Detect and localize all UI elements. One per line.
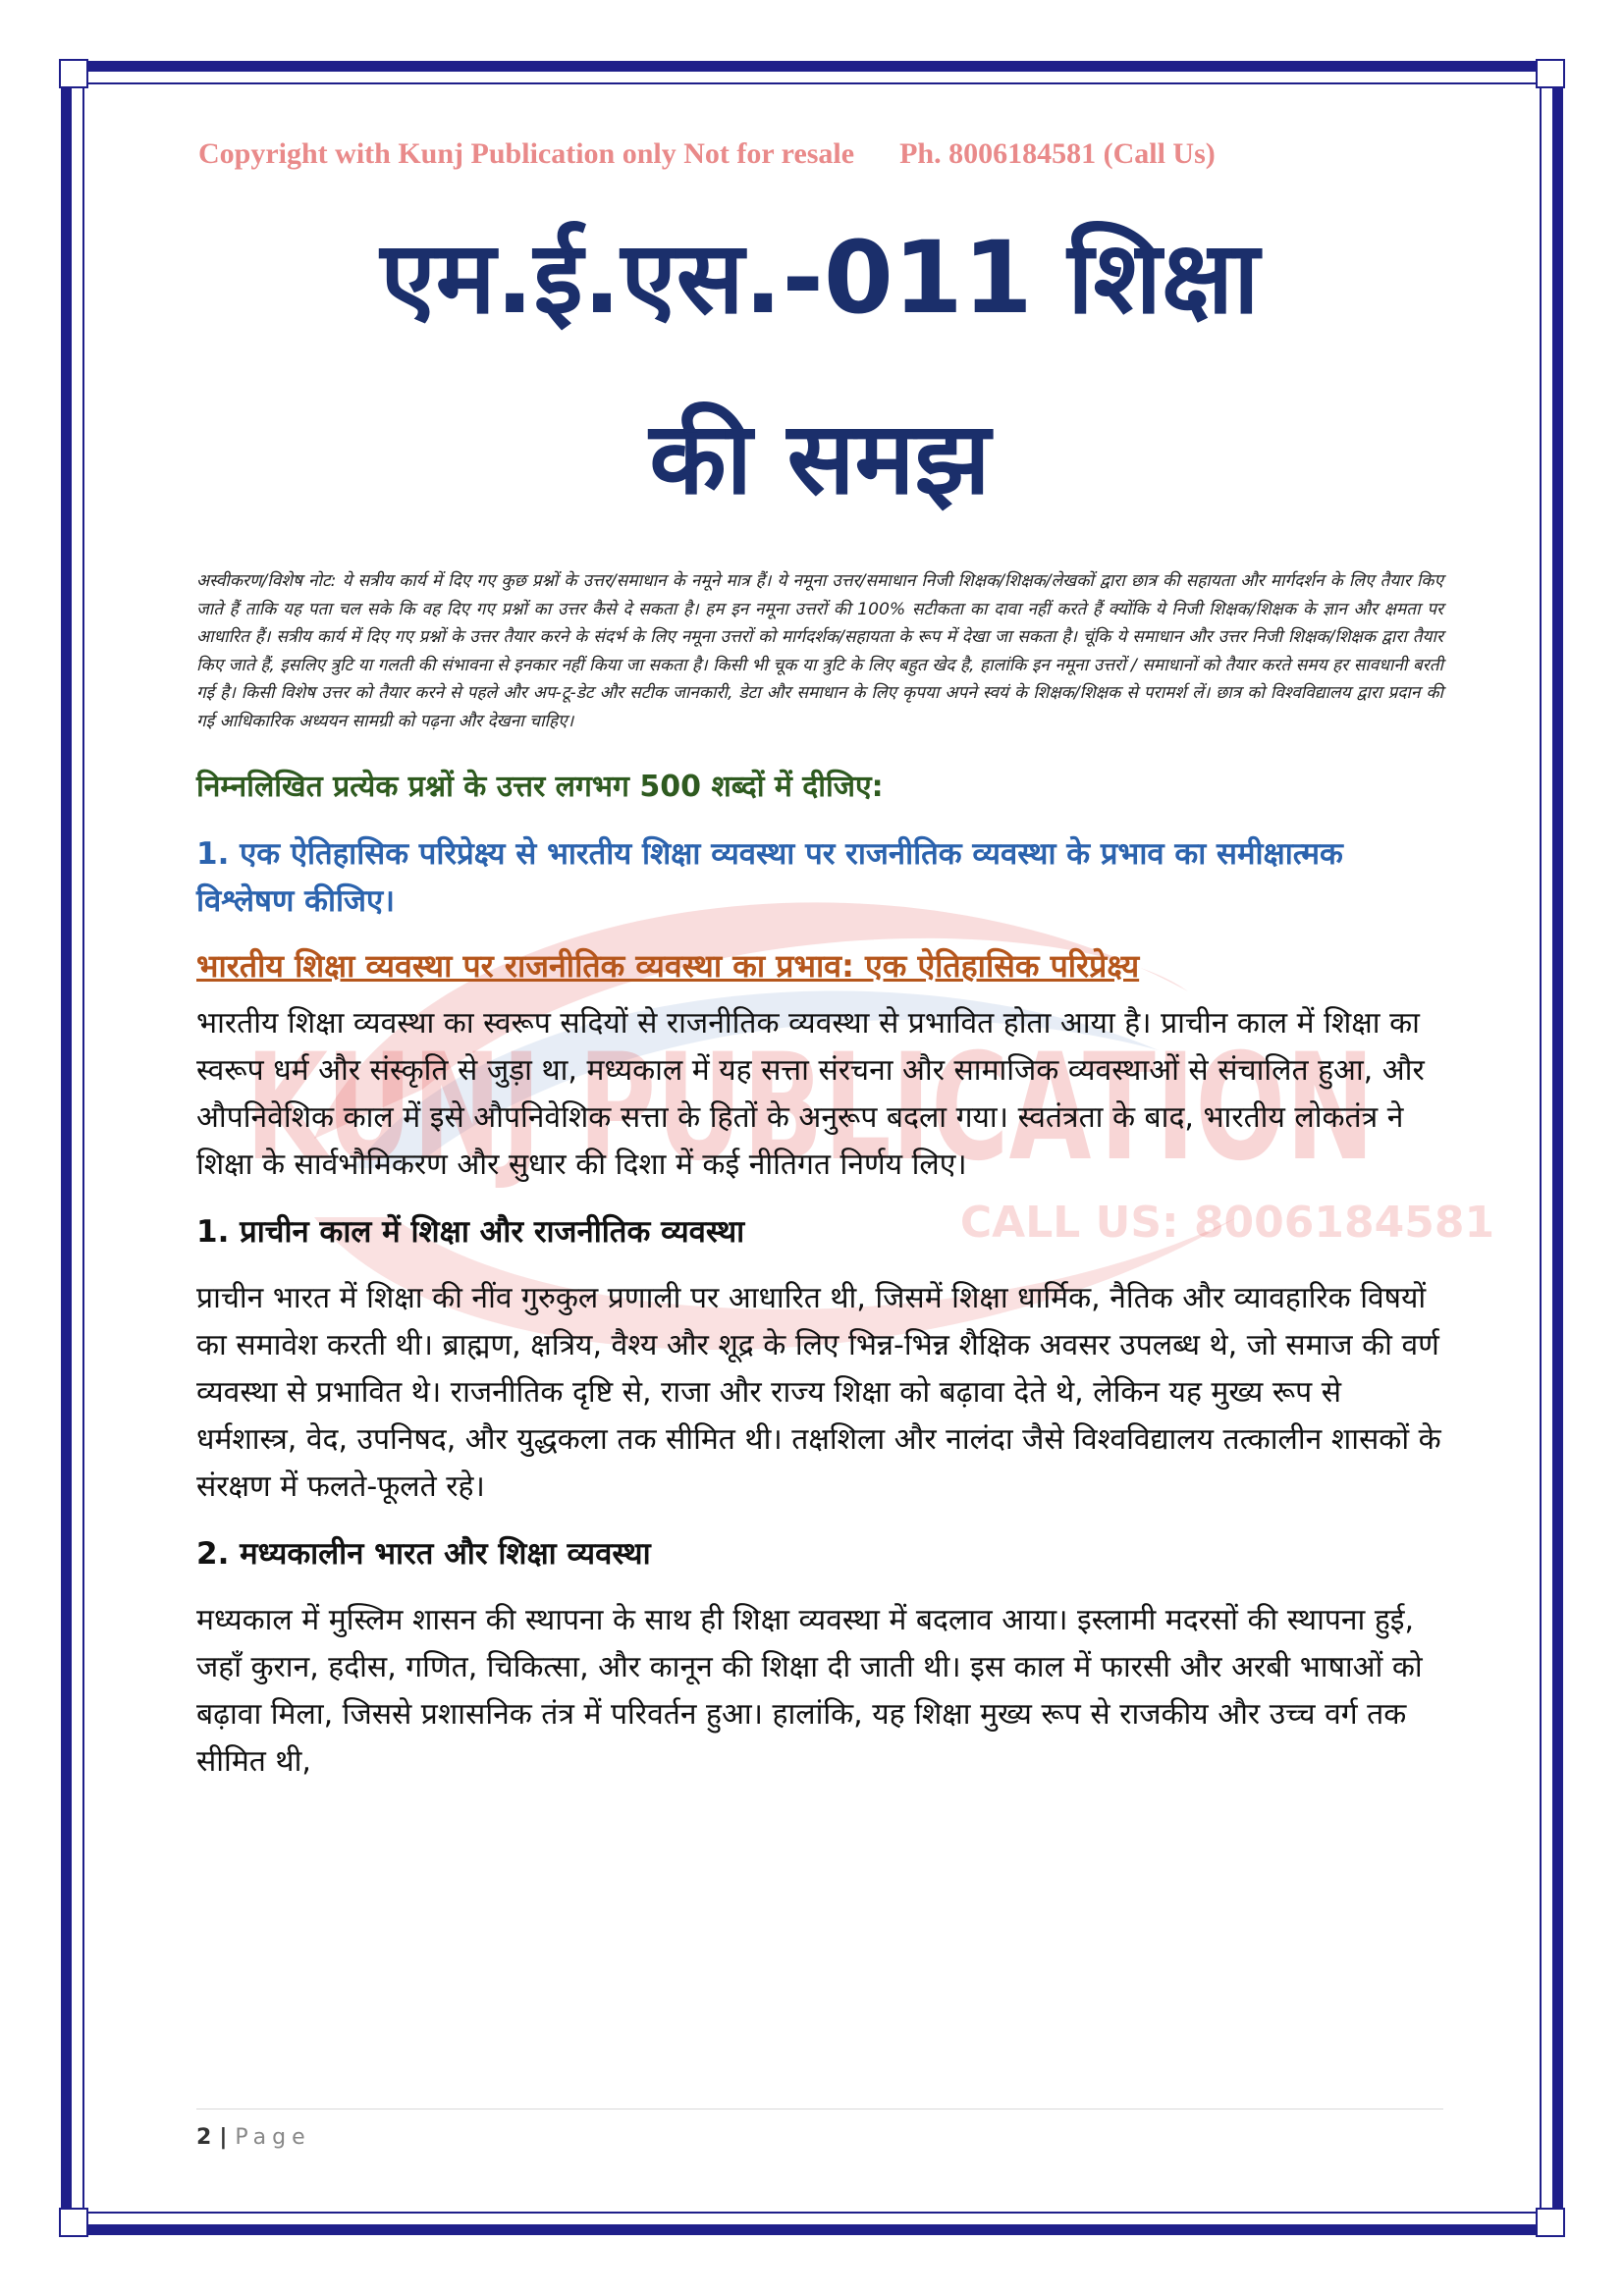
title-line-2: की समझ [649, 400, 991, 517]
section-medieval [196, 1532, 1443, 1786]
page-title [196, 188, 1443, 550]
section-heading: 2. मध्यकालीन भारत और शिक्षा व्यवस्था [196, 1536, 651, 1572]
border-corner-bottom-right [1536, 2208, 1565, 2237]
section-ancient [196, 1210, 1443, 1511]
intro-paragraph: भारतीय शिक्षा व्यवस्था का स्वरूप सदियों से राजनीतिक व्यवस्था से प्रभावित होता आया है। प्राचीन काल में शिक्षा का स्वरूप धर्म और संस्कृति से जुड़ा था, मध्यकाल में यह सत्ता संरचना और सामाजिक व्यवस्थाओं से संचालित हुआ, और औपनिवेशिक काल में इसे औपनिवेशिक सत्ता के हितों के अनुरूप बदला गया। स्वतंत्रता के बाद, भारतीय लोकतंत्र ने शिक्षा के सार्वभौमिकरण और सुधार की दिशा में कई नीतिगत निर्णय लिए। [196, 1006, 1425, 1182]
section-paragraph: मध्यकाल में मुस्लिम शासन की स्थापना के साथ ही शिक्षा व्यवस्था में बदलाव आया। इस्लामी मदरसों की स्थापना हुई, जहाँ कुरान, हदीस, गणित, चिकित्सा, और कानून की शिक्षा दी जाती थी। इस काल में फारसी और अरबी भाषाओं को बढ़ावा मिला, जिससे प्रशासनिक तंत्र में परिवर्तन हुआ। हालांकि, यह शिक्षा मुख्य रूप से राजकीय और उच्च वर्ग तक सीमित थी, [196, 1603, 1423, 1779]
copyright-header [198, 137, 1443, 171]
disclaimer-note: अस्वीकरण/विशेष नोट: ये सत्रीय कार्य में दिए गए कुछ प्रश्नों के उत्तर/समाधान के नमूने मात्र हैं। ये नमूना उत्तर/समाधान निजी शिक्षक/शिक्षक/लेखकों द्वारा छात्र की सहायता और मार्गदर्शन के लिए तैयार किए जाते हैं ताकि यह पता चल सके कि वह दिए गए प्रश्नों का उत्तर कैसे दे सकता है। हम इन नमूना उत्तरों की 100% सटीकता का दावा नहीं करते हैं क्योंकि ये निजी शिक्षक/शिक्षक के ज्ञान और क्षमता पर आधारित हैं। सत्रीय कार्य में दिए गए प्रश्नों के उत्तर तैयार करने के संदर्भ के लिए नमूना उत्तरों को मार्गदर्शक/सहायता के रूप में देखा जा सकता है। चूंकि ये समाधान और उत्तर निजी शिक्षक/शिक्षक द्वारा तैयार किए जाते हैं, इसलिए त्रुटि या गलती की संभावना से इनकार नहीं किया जा सकता है। किसी भी चूक या त्रुटि के लिए बहुत खेद है, हालांकि इन नमूना उत्तरों / समाधानों को तैयार करते समय हर सावधानी बरती गई है। किसी विशेष उत्तर को तैयार करने से पहले और अप-टू-डेट और सटीक जानकारी, डेटा और समाधान के लिए कृपया अपने स्वयं के शिक्षक/शिक्षक से परामर्श लें। छात्र को विश्वविद्यालय द्वारा प्रदान की गई आधिकारिक अध्ययन सामग्री को पढ़ना और देखना चाहिए। [196, 571, 1443, 731]
question-1: 1. एक ऐतिहासिक परिप्रेक्ष्य से भारतीय शिक्षा व्यवस्था पर राजनीतिक व्यवस्था के प्रभाव का समीक्षात्मक विश्लेषण कीजिए। [196, 836, 1343, 919]
page-number: 2 [196, 2125, 212, 2150]
section-paragraph: प्राचीन भारत में शिक्षा की नींव गुरुकुल प्रणाली पर आधारित थी, जिसमें शिक्षा धार्मिक, नैतिक और व्यावहारिक विषयों का समावेश करती थी। ब्राह्मण, क्षत्रिय, वैश्य और शूद्र के लिए भिन्न-भिन्न शैक्षिक अवसर उपलब्ध थे, जो समाज की वर्ण व्यवस्था से प्रभावित थे। राजनीतिक दृष्टि से, राजा और राज्य शिक्षा को बढ़ावा देते थे, लेकिन यह मुख्य रूप से धर्मशास्त्र, वेद, उपनिषद, और युद्धकला तक सीमित थी। तक्षशिला और नालंदा जैसे विश्वविद्यालय तत्कालीन शासकों के संरक्षण में फलते-फूलते रहे। [196, 1281, 1441, 1504]
contact-phone: Ph. 8006184581 (Call Us) [899, 137, 1216, 170]
section-heading: 1. प्राचीन काल में शिक्षा और राजनीतिक व्यवस्था [196, 1214, 745, 1250]
border-corner-top-right [1536, 59, 1565, 88]
title-line-1: एम.ई.एस.-011 शिक्षा [380, 220, 1260, 337]
watermark-contact: CALL US: 8006184581 [959, 1198, 1495, 1248]
page-label: Page [235, 2125, 311, 2150]
answer-heading: भारतीय शिक्षा व्यवस्था पर राजनीतिक व्यवस्था का प्रभाव: एक ऐतिहासिक परिप्रेक्ष्य [196, 947, 1140, 985]
footer-separator: | [219, 2125, 228, 2150]
border-corner-top-left [59, 59, 88, 88]
instruction-text: निम्नलिखित प्रत्येक प्रश्नों के उत्तर लगभग 500 शब्दों में दीजिए: [196, 770, 884, 804]
border-corner-bottom-left [59, 2208, 88, 2237]
watermark-brand: KUNJ PUBLICATION [245, 1023, 1375, 1194]
page-content [196, 137, 1443, 1807]
page-footer [196, 2109, 1443, 2150]
copyright-notice: Copyright with Kunj Publication only Not for resale [198, 137, 855, 170]
